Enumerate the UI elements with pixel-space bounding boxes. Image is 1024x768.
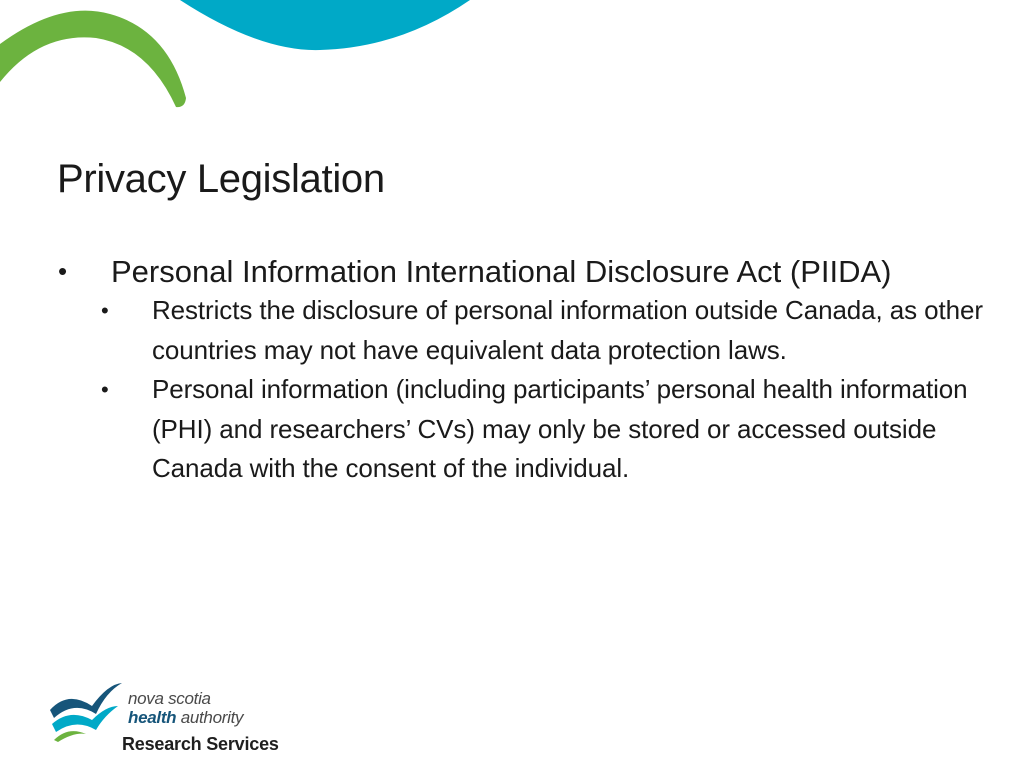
slide-title: Privacy Legislation <box>57 157 385 201</box>
sub-bullet-list <box>0 291 1000 489</box>
sub-bullet-text: Restricts the disclosure of personal information outside Canada, as other countries may not have equivalent data protection laws. <box>152 295 983 365</box>
logo-line-health-authority <box>128 708 243 727</box>
green-arc <box>0 11 186 107</box>
decorative-arcs <box>0 0 520 120</box>
bullet-list <box>0 252 1000 489</box>
teal-arc <box>180 0 470 50</box>
sub-bullet-consent <box>0 370 987 489</box>
logo-line-nova-scotia: nova scotia <box>128 689 211 708</box>
logo-research-services: Research Services <box>122 734 279 754</box>
nsha-logo <box>48 680 308 760</box>
wave-logo-icon <box>48 680 128 742</box>
bullet-text: Personal Information International Disclosure Act (PIIDA) <box>111 254 892 289</box>
sub-bullet-marker: • <box>101 377 109 402</box>
bullet-marker: • <box>58 256 68 286</box>
bullet-piida <box>0 252 983 489</box>
logo-health-word: health <box>128 708 177 727</box>
sub-bullet-marker: • <box>101 298 109 323</box>
logo-authority-word: authority <box>176 708 244 727</box>
sub-bullet-text: Personal information (including participants’ personal health information (PHI) and researchers’ CVs) may only be stored or accessed outside Canada with the consent of the individual. <box>152 374 968 483</box>
sub-bullet-restricts <box>0 291 987 370</box>
